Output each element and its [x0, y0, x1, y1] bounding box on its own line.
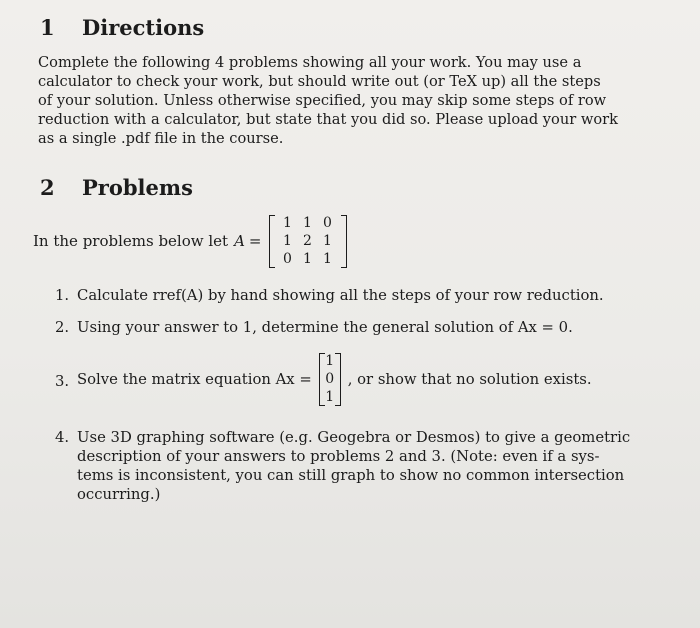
matrix-cell: 2: [303, 232, 312, 249]
matrix-cell: 1: [283, 214, 292, 231]
section-number: 1: [40, 15, 55, 40]
problem-line: tems is inconsistent, you can still graph to show no common intersection: [77, 467, 625, 484]
problem-text: [77, 428, 645, 504]
setup-text: In the problems below let: [33, 232, 229, 250]
vector-cell: 0: [325, 371, 335, 387]
section-heading-directions: [40, 15, 204, 40]
matrix-cell: 1: [283, 232, 292, 249]
vector-cell: 1: [325, 353, 335, 369]
vector-b: [318, 352, 342, 407]
paragraph-line: Complete the following 4 problems showing all your work. You may use a: [38, 54, 582, 71]
matrix-a: [268, 214, 348, 269]
problem-text-after: , or show that no solution exists.: [347, 371, 592, 388]
section-number: 2: [40, 175, 55, 200]
matrix-cell: 1: [303, 214, 312, 231]
problem-text-before: Solve the matrix equation Ax =: [77, 371, 312, 388]
problem-number: 3.: [55, 373, 70, 390]
section-title: Problems: [82, 175, 193, 200]
problem-line: Use 3D graphing software (e.g. Geogebra or Desmos) to give a geometric: [77, 429, 631, 446]
section-title: Directions: [82, 15, 205, 40]
section-heading-problems: [40, 175, 193, 200]
paragraph-line: calculator to check your work, but should write out (or TeX up) all the steps: [38, 73, 601, 90]
problem-line: occurring.): [77, 486, 161, 503]
problem-text: Calculate rref(A) by hand showing all the steps of your row reduction.: [77, 287, 604, 304]
matrix-definition: [33, 212, 348, 270]
problem-number: 4.: [55, 429, 70, 446]
matrix-cell: 0: [323, 214, 332, 231]
problem-text: Using your answer to 1, determine the general solution of Ax = 0.: [77, 319, 573, 336]
paragraph-line: of your solution. Unless otherwise specified, you may skip some steps of row: [38, 92, 607, 109]
paragraph-line: reduction with a calculator, but state that you did so. Please upload your work: [38, 111, 618, 128]
problem-number: 1.: [55, 287, 70, 304]
equals-sign: =: [248, 232, 262, 250]
matrix-variable: A: [234, 232, 245, 250]
matrix-cell: 0: [283, 250, 292, 267]
problem-line: description of your answers to problems 2 and 3. (Note: even if a sys-: [77, 448, 600, 465]
problem-number: 2.: [55, 319, 70, 336]
problem-item: [55, 352, 645, 412]
matrix-cell: 1: [323, 232, 332, 249]
problem-text: [77, 352, 645, 407]
vector-cell: 1: [325, 389, 335, 405]
matrix-cell: 1: [303, 250, 312, 267]
directions-paragraph: [38, 53, 628, 148]
paragraph-line: as a single .pdf file in the course.: [38, 130, 284, 147]
matrix-cell: 1: [323, 250, 332, 267]
